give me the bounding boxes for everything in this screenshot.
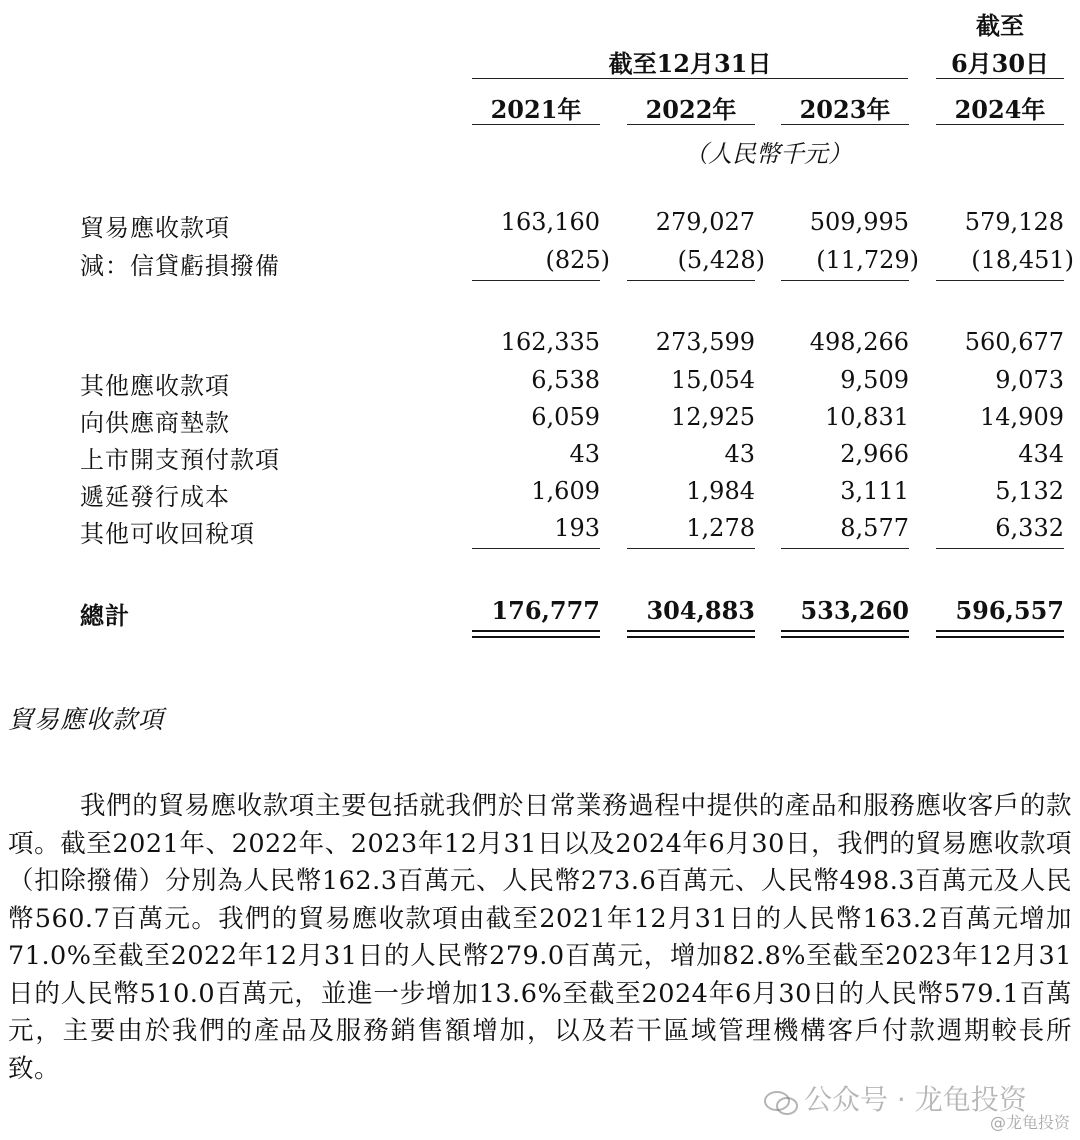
watermark-text: 公众号 · 龙龟投资 [804,1083,1027,1116]
row-label-advances-to-suppliers: 向供應商墊款 [80,409,230,437]
year-header-2024: 2024年 [954,95,1046,124]
cell: 1,984 [686,477,755,505]
total-cell: 176,777 [491,596,600,625]
year-header-2021: 2021年 [490,95,582,124]
subtotal-rule [936,280,1064,281]
cell: 434 [1018,440,1064,468]
header-period-jun30-line2: 6月30日 [950,49,1050,78]
watermark-small: @龙龟投资 [989,1113,1070,1132]
row-label-credit-loss-provision: 減：信貸虧損撥備 [80,252,280,280]
cell: 509,995 [809,208,909,236]
cell: 9,509 [840,366,909,394]
unit-label: （人民幣千元） [684,140,852,168]
header-rule-jun30 [936,78,1064,79]
row-label-recoverable-taxes: 其他可收回稅項 [80,520,255,548]
total-cell: 304,883 [646,596,755,625]
header-period-jun30-line1: 截至 [976,11,1024,40]
subtotal-rule [472,280,600,281]
row-label-other-receivables: 其他應收款項 [80,372,230,400]
total-double-rule [627,630,755,638]
cell: 43 [569,440,600,468]
cell: 12,925 [671,403,755,431]
body-paragraph: 我們的貿易應收款項主要包括就我們於日常業務過程中提供的產品和服務應收客戶的款項。截至2021年、2022年、2023年12月31日以及2024年6月30日，我們的貿易應收款項（扣除撥備）分別為人民幣162.3百萬元、人民幣273.6百萬元、人民幣498.3百萬元及人民幣560.7百萬元。我們的貿易應收款項由截至2021年12月31日的人民幣163.2百萬元增加71.0%至截至2022年12月31日的人民幣279.0百萬元，增加82.8%至截至2023年12月31日的人民幣510.0百萬元，並進一步增加13.6%至截至2024年6月30日的人民幣579.1百萬元，主要由於我們的產品及服務銷售額增加，以及若干區域管理機構客戶付款週期較長所致。 [8,791,1072,1084]
cell: 193 [554,514,600,542]
wechat-icon [764,1090,798,1116]
cell: 579,128 [964,208,1064,236]
cell: 163,160 [500,208,600,236]
cell: 6,059 [531,403,600,431]
row-label-deferred-issue-costs: 遞延發行成本 [80,483,230,511]
cell: 3,111 [840,477,909,505]
cell: 43 [724,440,755,468]
year-rule-2024 [936,124,1064,125]
row-label-total: 總計 [80,601,130,630]
year-rule-2023 [781,124,909,125]
total-cell: 596,557 [955,596,1064,625]
cell: 162,335 [500,328,600,356]
year-rule-2022 [627,124,755,125]
cell: 9,073 [995,366,1064,394]
cell: 560,677 [964,328,1064,356]
subtotal-rule [781,280,909,281]
total-cell: 533,260 [800,596,909,625]
total-top-rule [627,548,755,549]
subtotal-rule [627,280,755,281]
header-period-dec31: 截至12月31日 [608,49,772,78]
total-double-rule [472,630,600,638]
total-double-rule [936,630,1064,638]
section-heading: 貿易應收款項 [8,705,165,734]
cell: (11,729) [816,246,919,274]
cell: 279,027 [655,208,755,236]
cell: 5,132 [995,477,1064,505]
year-header-2023: 2023年 [799,95,891,124]
cell: 8,577 [840,514,909,542]
total-top-rule [936,548,1064,549]
total-top-rule [781,548,909,549]
cell: 6,332 [995,514,1064,542]
year-header-2022: 2022年 [645,95,737,124]
cell: 6,538 [531,366,600,394]
cell: 14,909 [980,403,1064,431]
row-label-listing-prepayments: 上市開支預付款項 [80,446,280,474]
cell: 10,831 [825,403,909,431]
total-double-rule [781,630,909,638]
total-top-rule [472,548,600,549]
cell: 15,054 [671,366,755,394]
cell: (18,451) [971,246,1074,274]
cell: (5,428) [677,246,765,274]
cell: 273,599 [655,328,755,356]
row-label-trade-receivables: 貿易應收款項 [80,214,230,242]
cell: 1,278 [686,514,755,542]
header-rule-dec31 [472,78,908,79]
cell: 2,966 [840,440,909,468]
year-rule-2021 [472,124,600,125]
cell: (825) [545,246,610,274]
cell: 1,609 [531,477,600,505]
cell: 498,266 [809,328,909,356]
